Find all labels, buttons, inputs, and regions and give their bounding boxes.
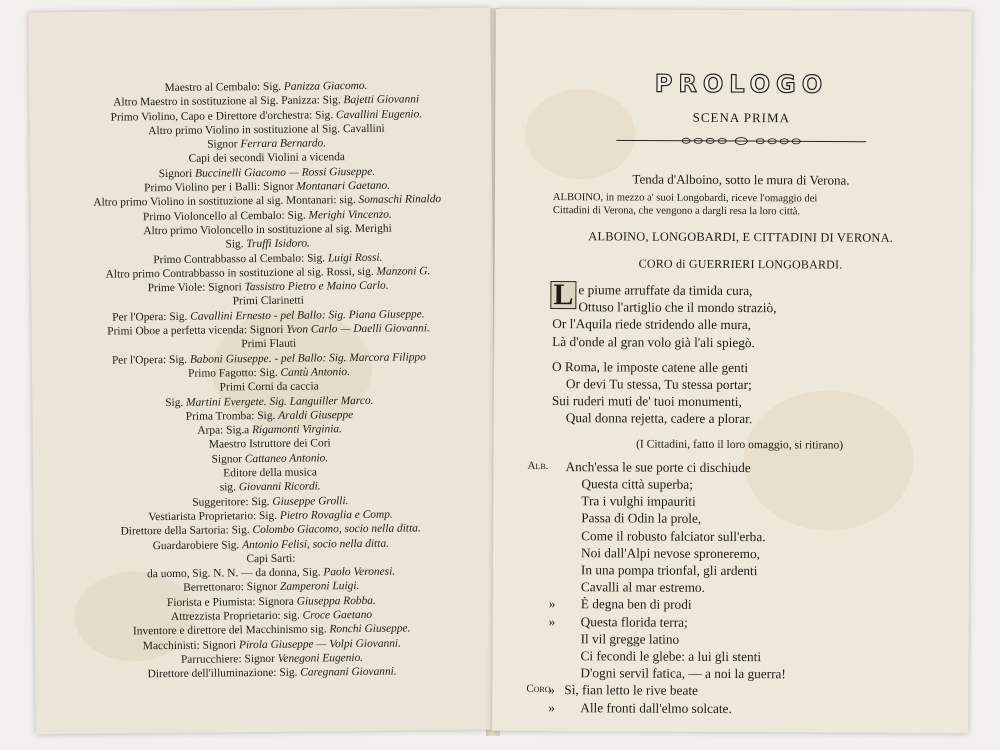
credit-role: sig. (219, 481, 239, 494)
credit-role: Altro Maestro in sostituzione al Sig. Panizza: Sig. (113, 94, 344, 109)
verse-text: È degna ben di prodi (580, 596, 692, 613)
verse-text: Questa florida terra; (580, 613, 688, 630)
verse-line: Sui ruderi muti de' tuoi monumenti, (551, 393, 742, 410)
credit-name: Bajetti Giovanni (343, 93, 420, 107)
verse-text: Ci fecondi le glebe: a lui gli stenti (580, 648, 762, 665)
credit-role: Primo Violino, Capo e Direttore d'orchestra: Sig. (110, 108, 337, 124)
prologue-content (526, 65, 943, 718)
verse-text: Sì, fian letto le rive beate (564, 682, 699, 699)
credit-name: Pirola Giuseppe — Volpi Giovanni. (238, 637, 401, 651)
verse-line (536, 664, 940, 683)
stanza-2 (538, 358, 942, 429)
credit-name: Manzoni G. (376, 265, 431, 278)
verse-text: Passa di Odin la prole, (581, 510, 702, 527)
credit-role: Primo Violoncello al Cembalo: Sig. (142, 209, 309, 223)
speaker-label: Coro (526, 683, 551, 696)
credit-role: Per l'Opera: Sig. (111, 353, 190, 367)
verse-text: Alle fronti dall'elmo solcate. (580, 699, 732, 716)
scene-setting: Tenda d'Alboino, sotto le mura di Verona. (632, 171, 850, 188)
credit-name: Yvon Carlo — Daelli Giovanni. (286, 322, 430, 336)
verse-line: e piume arruffate da timida cura, (578, 282, 753, 299)
verse-text: Noi dall'Alpi nevose sproneremo, (581, 545, 761, 561)
credit-role: Altro primo Violoncello in sostituzione al sig. Merighi (143, 222, 392, 238)
credit-role: Arpa: Sig.a (197, 424, 253, 437)
verse-line (537, 613, 941, 632)
alboino-speech (527, 458, 941, 684)
credit-role: Sig. (225, 238, 247, 251)
credit-role: Sig. (165, 396, 187, 409)
credit-role: Capi Sarti: (246, 552, 296, 565)
credit-name: Colombo Giacomo, socio nella ditta. (252, 522, 421, 537)
verse-line (537, 509, 941, 528)
credit-role: Vestiarista Proprietario: Sig. (148, 509, 280, 524)
credits-list (59, 78, 479, 683)
credit-role: Guardarobiere Sig. (152, 538, 243, 552)
verse-line (527, 458, 941, 477)
credit-name: Buccinelli Giacomo — Rossi Giuseppe. (195, 165, 376, 180)
decorative-rule (616, 135, 866, 146)
verse-line: O Roma, le imposte catene alle genti (551, 358, 749, 375)
credit-line (65, 664, 479, 683)
credit-role: Parrucchiere: Signor (180, 652, 278, 666)
verse-line (537, 492, 941, 511)
right-page (492, 9, 972, 733)
credit-role: Editore della musica (223, 466, 317, 480)
credit-name: Merighi Vincenzo. (308, 208, 392, 222)
credit-role: Primi Flauti (241, 337, 297, 351)
credit-role: Primo Fagotto: Sig. (188, 366, 281, 380)
verse-line (537, 595, 941, 614)
drop-cap: L (550, 281, 576, 309)
quote-mark: » (548, 682, 556, 698)
credit-name: Cavallini Ernesto - pel Ballo: Sig. Piana Giuseppe. (190, 308, 425, 323)
credit-name: Luigi Rossi. (327, 251, 383, 264)
verse-line: Qual donna rejetta, cadere a plorar. (565, 410, 753, 427)
description-line: ALBOINO, in mezzo a' suoi Longobardi, riceve l'omaggio dei (552, 192, 818, 205)
verse-text: Anch'essa le sue porte ci dischiude (565, 458, 751, 475)
characters-line: ALBOINO, LONGOBARDI, E CITTADINI DI VERONA. (588, 229, 894, 245)
credit-name: Martini Evergete. Sig. Languiller Marco. (186, 394, 374, 409)
verse-line: Ottuso l'artiglio che il mondo straziò, (578, 299, 777, 316)
verses (526, 278, 942, 718)
verse-line (536, 699, 940, 718)
credit-name: Pietro Rovaglia e Comp. (279, 508, 393, 522)
credit-name: Panizza Giacomo. (283, 79, 368, 93)
verse-text: Tra i vulghi impauriti (581, 493, 696, 510)
verse-line (537, 544, 941, 563)
credit-role: Signor (211, 452, 245, 466)
verse-line (537, 630, 941, 649)
credit-role: Altro primo Contrabbasso in sostituzione al sig. Rossi, sig. (105, 265, 377, 281)
credit-role: Direttore della Sartoria: Sig. (120, 524, 253, 538)
credit-role: Macchinisti: Signori (142, 638, 240, 652)
credit-role: Fiorista e Piumista: Signora (166, 595, 297, 609)
credit-role: Capi dei secondi Violini a vicenda (188, 151, 345, 166)
verse-line (536, 647, 940, 666)
credit-name: Croce Gaetano (302, 608, 373, 622)
stage-direction: (I Cittadini, fatto il loro omaggio, si ritirano) (636, 437, 844, 452)
credit-name: Ferrara Bernardo. (240, 137, 327, 151)
credit-name: Cavallini Eugenio. (335, 107, 423, 121)
credit-role: da uomo, Sig. N. N. — da donna, Sig. (147, 566, 324, 581)
credit-name: Araldi Giuseppe (278, 408, 354, 422)
credit-role: Inventore e direttore del Macchinismo sig. (132, 623, 330, 638)
speaker-label: Alb. (527, 459, 549, 472)
prologue-title: PROLOGO (654, 69, 829, 99)
scene-description (539, 191, 943, 219)
credit-role: Primi Corni da caccia (219, 380, 319, 394)
verse-text: D'ogni servil fatica, — a noi la guerra! (580, 665, 786, 682)
credit-name: Rigamonti Virginia. (251, 423, 342, 437)
credit-name: Caregnani Giovanni. (300, 665, 397, 679)
credit-name: Montanari Gaetano. (296, 179, 391, 193)
credit-name: Ronchi Giuseppe. (329, 622, 411, 636)
credit-role: Attrezzista Proprietario: sig. (170, 609, 303, 623)
credit-name: Giuseppe Grolli. (272, 494, 349, 508)
verse-text: In una pompa trionfal, gli ardenti (580, 562, 758, 579)
description-line: Cittadini di Verona, che vengono a dargli resa la loro città. (552, 205, 801, 218)
credit-role: Suggeritore: Sig. (192, 495, 273, 509)
credit-name: Cattaneo Antonio. (244, 452, 329, 465)
credit-role: Signor (207, 138, 241, 151)
verse-line (537, 475, 941, 494)
credit-role: Primi Clarinetti (232, 295, 304, 308)
credit-role: Prime Viole: Signori (147, 281, 245, 295)
credit-name: Paolo Veronesi. (323, 565, 396, 579)
verse-text: Cavalli al mar estremo. (580, 579, 705, 596)
credit-role: Berrettonaro: Signor (183, 581, 281, 595)
credit-role: Signori (158, 167, 196, 180)
verse-text: Questa città superba; (581, 476, 693, 492)
quote-mark: » (548, 596, 556, 612)
credit-role: Prima Tromba: Sig. (185, 409, 279, 423)
scene-heading: SCENA PRIMA (692, 109, 791, 126)
verse-line: Or l'Aquila riede stridendo alle mura, (552, 316, 752, 333)
credit-name: Baboni Giuseppe. - pel Ballo: Sig. Marcora Filippo (189, 350, 426, 366)
verse-text: Il vil gregge latino (580, 631, 680, 647)
credit-name: Venegoni Eugenio. (277, 651, 364, 665)
verse-line (537, 578, 941, 597)
credit-name: Giovanni Ricordi. (238, 480, 321, 494)
credit-role: Primo Violino per i Balli: Signor (144, 180, 297, 195)
credit-role: Direttore dell'illuminazione: Sig. (147, 666, 301, 681)
credit-name: Zamperoni Luigi. (279, 580, 360, 594)
credit-name: Tassistro Pietro e Maino Carlo. (244, 279, 389, 294)
credit-role: Maestro al Cembalo: Sig. (164, 80, 284, 95)
verse-line (526, 681, 940, 700)
verse-line (537, 561, 941, 580)
credit-name: Antonio Felisi, socio nella ditta. (242, 537, 390, 551)
credit-name: Cantù Antonio. (280, 366, 350, 379)
verse-line (537, 527, 941, 546)
stanza-1 (538, 278, 942, 352)
credit-name: Somaschi Rinaldo (358, 193, 442, 207)
credit-role: Per l'Opera: Sig. (112, 310, 191, 324)
verse-text: Come il robusto falciator sull'erba. (581, 527, 766, 544)
verse-line: Or devi Tu stessa, Tu stessa portar; (565, 376, 752, 393)
credit-name: Giuseppa Robba. (296, 594, 376, 608)
credit-name: Truffi Isidoro. (246, 237, 310, 251)
quote-mark: » (548, 699, 555, 715)
chorus-title: CORO di GUERRIERI LONGOBARDI. (638, 256, 843, 272)
quote-mark: » (548, 613, 556, 629)
left-page (28, 8, 498, 735)
credit-role: Altro primo Violino in sostituzione al sig. Montanari: sig. (93, 194, 359, 210)
verse-line: Là d'onde al gran volo già l'ali spiegò. (552, 333, 755, 350)
credit-role: Primo Contrabbasso al Cembalo: Sig. (153, 251, 328, 266)
credit-role: Primi Oboe a perfetta vicenda: Signori (107, 323, 287, 338)
chorus-speech (526, 681, 940, 718)
credit-role: Maestro Istruttore dei Cori (208, 437, 331, 451)
credit-role: Altro primo Violino in sostituzione al Sig. Cavallini (148, 122, 385, 138)
